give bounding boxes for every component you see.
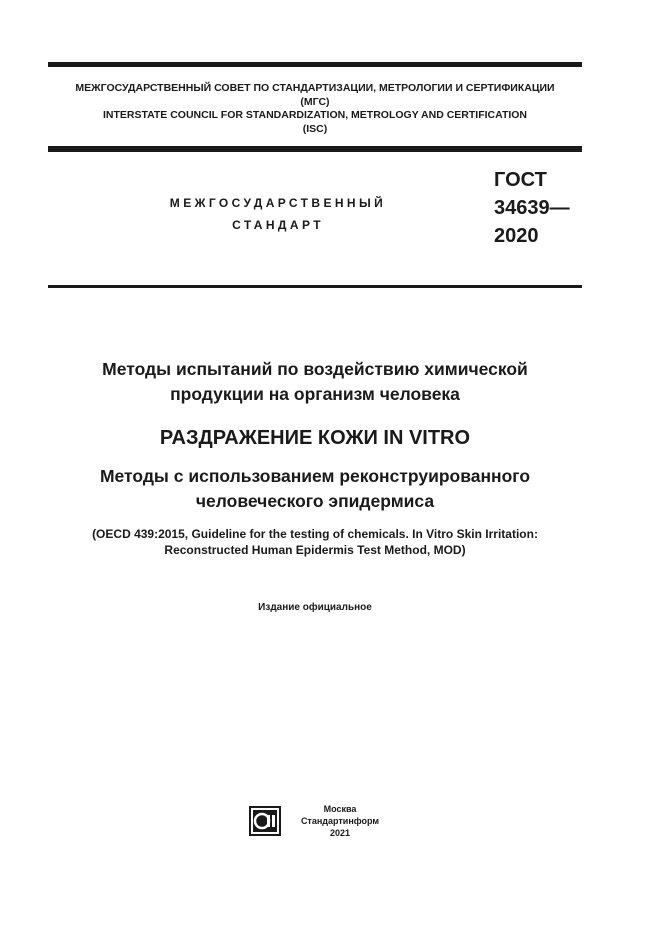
publisher-city: Москва xyxy=(323,804,357,814)
lower-rule xyxy=(48,285,582,288)
title-line1: Методы испытаний по воздействию химической xyxy=(102,359,528,379)
standard-type-line1: МЕЖГОСУДАРСТВЕННЫЙ xyxy=(169,196,387,210)
title-main: РАЗДРАЖЕНИЕ КОЖИ IN VITRO xyxy=(159,427,471,449)
standard-designation xyxy=(494,166,570,250)
designation-year: 2020 xyxy=(494,225,539,247)
title-line2: продукции на организм человека xyxy=(170,384,460,404)
council-ru-line1: МЕЖГОСУДАРСТВЕННЫЙ СОВЕТ ПО СТАНДАРТИЗАЦИИ, МЕТРОЛОГИИ И СЕРТИФИКАЦИИ xyxy=(75,82,555,94)
publisher-name: Стандартинформ xyxy=(300,816,380,826)
publisher-block xyxy=(292,803,388,839)
subtitle-line2: человеческого эпидермиса xyxy=(195,491,435,511)
designation-prefix: ГОСТ xyxy=(494,169,547,191)
edition-label: Издание официальное xyxy=(258,602,372,613)
subtitle-line1: Методы с использованием реконструированного xyxy=(99,466,531,486)
reference-line1: (OECD 439:2015, Guideline for the testing of chemicals. In Vitro Skin Irritation: xyxy=(92,527,538,541)
council-ru-line2: (МГС) xyxy=(300,95,330,108)
middle-rule xyxy=(48,146,582,152)
designation-number: 34639— xyxy=(494,197,570,219)
council-en-line1: INTERSTATE COUNCIL FOR STANDARDIZATION, METROLOGY AND CERTIFICATION xyxy=(102,109,528,121)
top-rule xyxy=(48,62,582,67)
standartinform-logo-icon xyxy=(249,806,281,836)
reference-line2: Reconstructed Human Epidermis Test Method, MOD) xyxy=(164,543,466,557)
council-en-line2: (ISC) xyxy=(302,122,328,135)
standard-type xyxy=(118,192,438,236)
council-header xyxy=(48,82,582,136)
title-sub xyxy=(30,464,600,514)
standard-type-line2: СТАНДАРТ xyxy=(232,218,324,232)
oecd-reference xyxy=(30,526,600,558)
publisher-year: 2021 xyxy=(329,828,351,838)
title-general xyxy=(30,357,600,407)
